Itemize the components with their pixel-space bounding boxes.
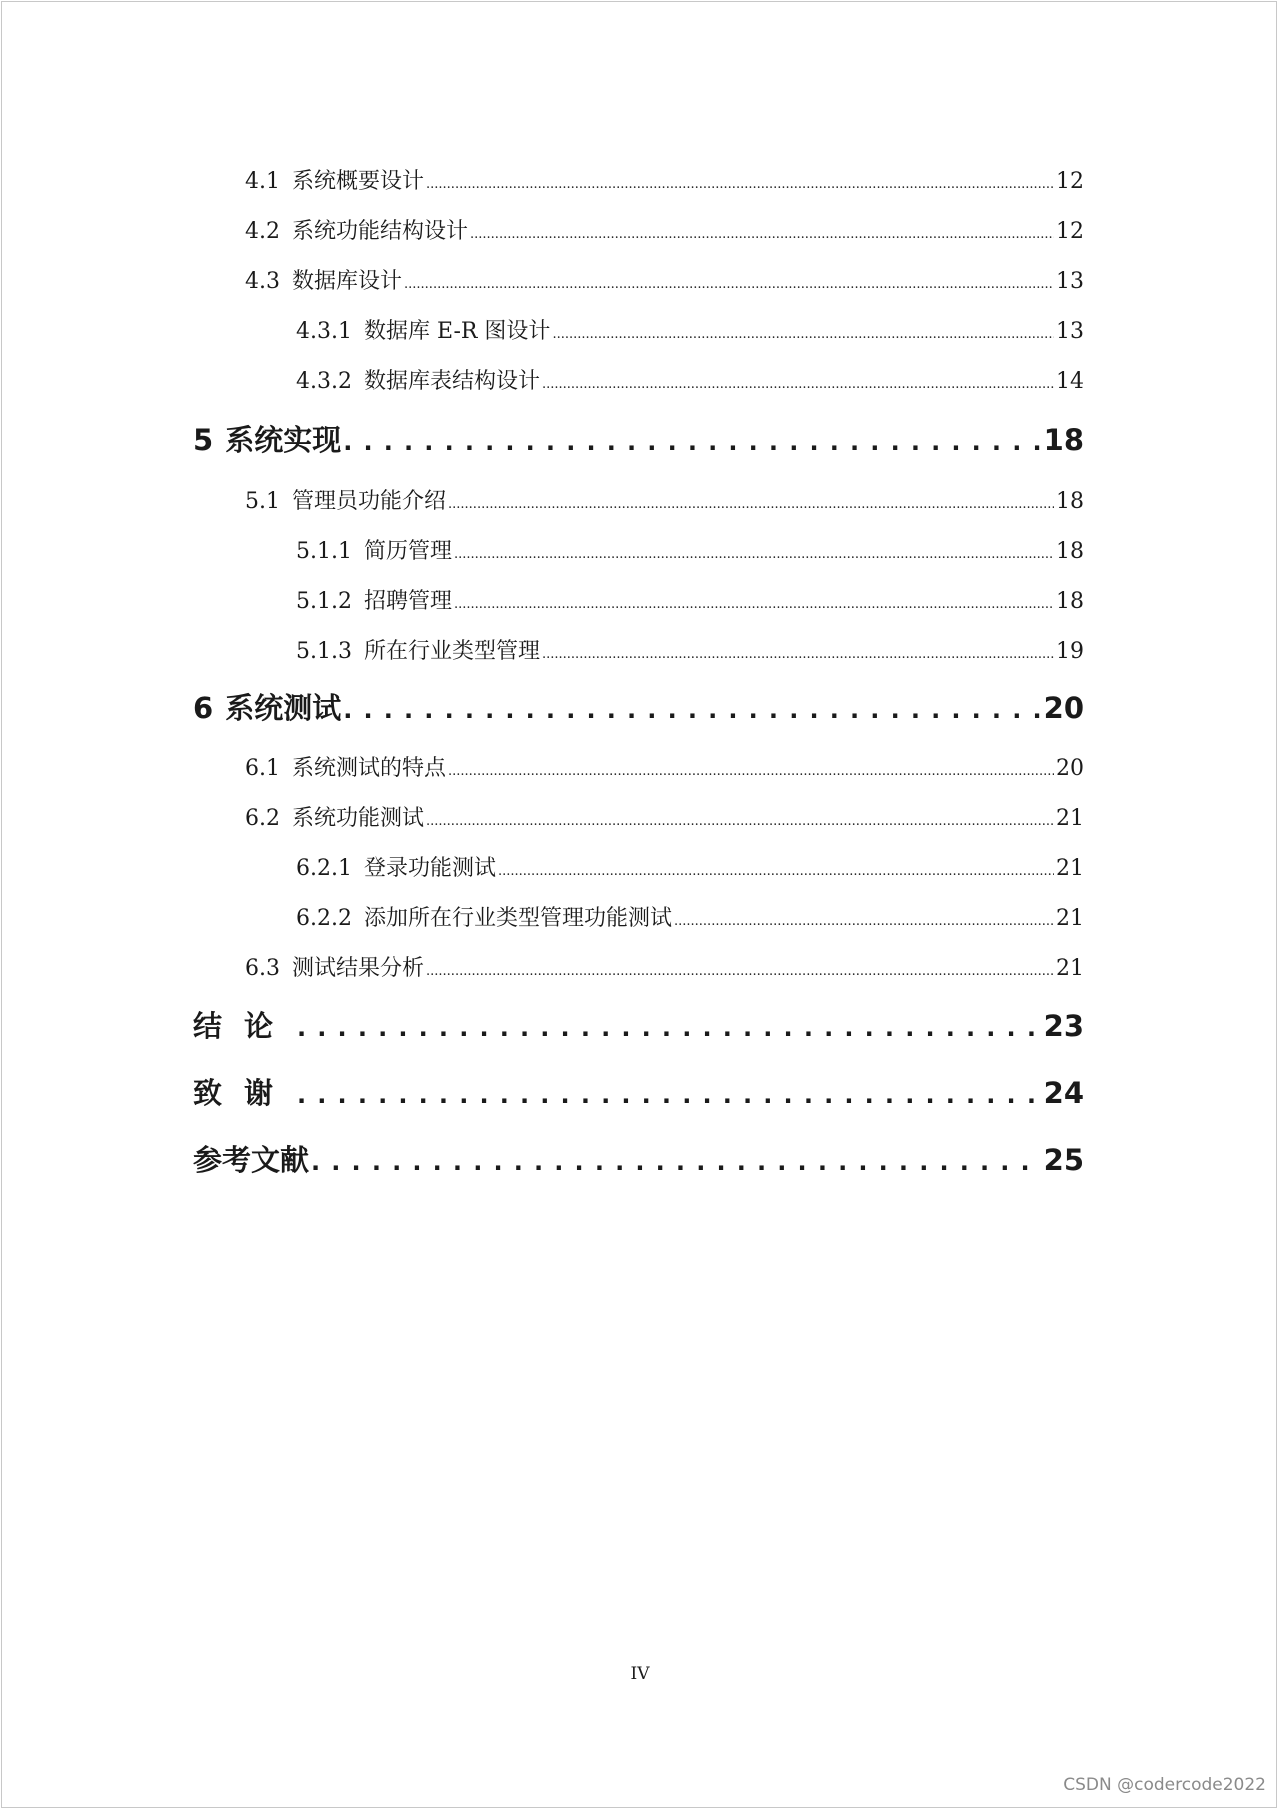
toc-entry-title: 简历管理	[363, 539, 452, 564]
toc-entry-title: 系统功能测试	[292, 806, 425, 831]
toc-entry-number: 6	[193, 691, 214, 725]
toc-entry-page: 18	[1056, 489, 1084, 514]
toc-entry-title: 数据库表结构设计	[363, 369, 540, 394]
toc-entry-title: 系统测试的特点	[292, 756, 447, 781]
toc-entry-page: 25	[1043, 1143, 1084, 1177]
toc-entry-number: 4.3	[245, 269, 280, 294]
toc-entry-4-3-2[interactable]	[296, 364, 1084, 395]
toc-entry-page: 24	[1043, 1076, 1084, 1110]
toc-entry-title: 致谢	[193, 1076, 296, 1110]
toc-entry-number: 6.2.2	[296, 906, 352, 931]
dot-leader	[297, 1076, 1042, 1110]
toc-entry-5-1-2[interactable]	[296, 584, 1084, 615]
toc-entry-title: 系统测试	[225, 691, 342, 725]
dot-leader	[297, 1009, 1042, 1043]
toc-entry-title: 登录功能测试	[363, 856, 496, 881]
toc-entry-page: 21	[1056, 856, 1084, 881]
toc-entry-page: 21	[1056, 956, 1084, 981]
toc-entry-page: 18	[1043, 423, 1084, 457]
toc-entry-number: 4.3.2	[296, 369, 352, 394]
dot-leader	[470, 219, 1054, 244]
toc-entry-page: 13	[1056, 319, 1084, 344]
toc-entry-acknowledgements[interactable]	[193, 1071, 1084, 1112]
toc-entry-page: 21	[1056, 906, 1084, 931]
dot-leader	[454, 539, 1054, 564]
toc-entry-number: 5	[193, 423, 214, 457]
toc-entry-5-1[interactable]	[245, 484, 1084, 515]
toc-entry-title: 系统概要设计	[292, 169, 425, 194]
toc-entry-number: 4.2	[245, 219, 280, 244]
toc-entry-chapter-5[interactable]	[193, 418, 1084, 459]
toc-entry-title: 系统实现	[225, 423, 342, 457]
dot-leader	[454, 589, 1054, 614]
toc-entry-6-2[interactable]	[245, 801, 1084, 832]
toc-entry-6-1[interactable]	[245, 751, 1084, 782]
toc-entry-number: 6.1	[245, 756, 280, 781]
toc-entry-title: 系统功能结构设计	[292, 219, 469, 244]
toc-entry-number: 5.1.3	[296, 639, 352, 664]
toc-entry-chapter-6[interactable]	[193, 686, 1084, 727]
toc-entry-6-2-2[interactable]	[296, 901, 1084, 932]
page-number: IV	[630, 1664, 650, 1684]
toc-entry-page: 18	[1056, 589, 1084, 614]
toc-entry-number: 5.1.2	[296, 589, 352, 614]
toc-entry-5-1-3[interactable]	[296, 634, 1084, 665]
toc-entry-4-3[interactable]	[245, 264, 1084, 295]
toc-entry-6-3[interactable]	[245, 951, 1084, 982]
toc-entry-4-3-1[interactable]	[296, 314, 1084, 345]
toc-entry-title: 招聘管理	[363, 589, 452, 614]
toc-entry-title: 数据库设计	[292, 269, 403, 294]
toc-entry-title: 添加所在行业类型管理功能测试	[363, 906, 672, 931]
dot-leader	[343, 691, 1041, 725]
toc-entry-page: 12	[1056, 169, 1084, 194]
toc-entry-page: 19	[1056, 639, 1084, 664]
toc-entry-title: 管理员功能介绍	[292, 489, 447, 514]
dot-leader	[311, 1143, 1042, 1177]
dot-leader	[542, 369, 1054, 394]
toc-entry-page: 14	[1056, 369, 1084, 394]
toc-entry-number: 5.1.1	[296, 539, 352, 564]
toc-entry-number: 6.3	[245, 956, 280, 981]
toc-entry-number: 6.2.1	[296, 856, 352, 881]
toc-entry-6-2-1[interactable]	[296, 851, 1084, 882]
toc-entry-title: 数据库 E-R 图设计	[363, 319, 551, 344]
dot-leader	[448, 489, 1054, 514]
dot-leader	[404, 269, 1054, 294]
toc-entry-title: 所在行业类型管理	[363, 639, 540, 664]
toc-entry-page: 20	[1056, 756, 1084, 781]
toc-entry-page: 13	[1056, 269, 1084, 294]
toc-entry-conclusion[interactable]	[193, 1004, 1084, 1045]
dot-leader	[674, 906, 1054, 931]
toc-entry-page: 18	[1056, 539, 1084, 564]
toc-entry-references[interactable]	[193, 1138, 1084, 1179]
dot-leader	[426, 956, 1054, 981]
toc-entry-4-2[interactable]	[245, 214, 1084, 245]
dot-leader	[552, 319, 1054, 344]
toc-entry-number: 5.1	[245, 489, 280, 514]
toc-entry-page: 12	[1056, 219, 1084, 244]
toc-entry-number: 6.2	[245, 806, 280, 831]
toc-entry-4-1[interactable]	[245, 164, 1084, 195]
toc-entry-number: 4.3.1	[296, 319, 352, 344]
toc-entry-page: 23	[1043, 1009, 1084, 1043]
dot-leader	[426, 806, 1054, 831]
toc-entry-page: 21	[1056, 806, 1084, 831]
toc-entry-page: 20	[1043, 691, 1084, 725]
dot-leader	[542, 639, 1054, 664]
dot-leader	[426, 169, 1054, 194]
toc-entry-title: 结论	[193, 1009, 296, 1043]
csdn-watermark: CSDN @codercode2022	[1063, 1775, 1266, 1795]
toc-entry-number: 4.1	[245, 169, 280, 194]
dot-leader	[498, 856, 1054, 881]
toc-entry-title: 参考文献	[193, 1143, 310, 1177]
dot-leader	[448, 756, 1054, 781]
toc-entry-title: 测试结果分析	[292, 956, 425, 981]
dot-leader	[343, 423, 1041, 457]
toc-entry-5-1-1[interactable]	[296, 534, 1084, 565]
